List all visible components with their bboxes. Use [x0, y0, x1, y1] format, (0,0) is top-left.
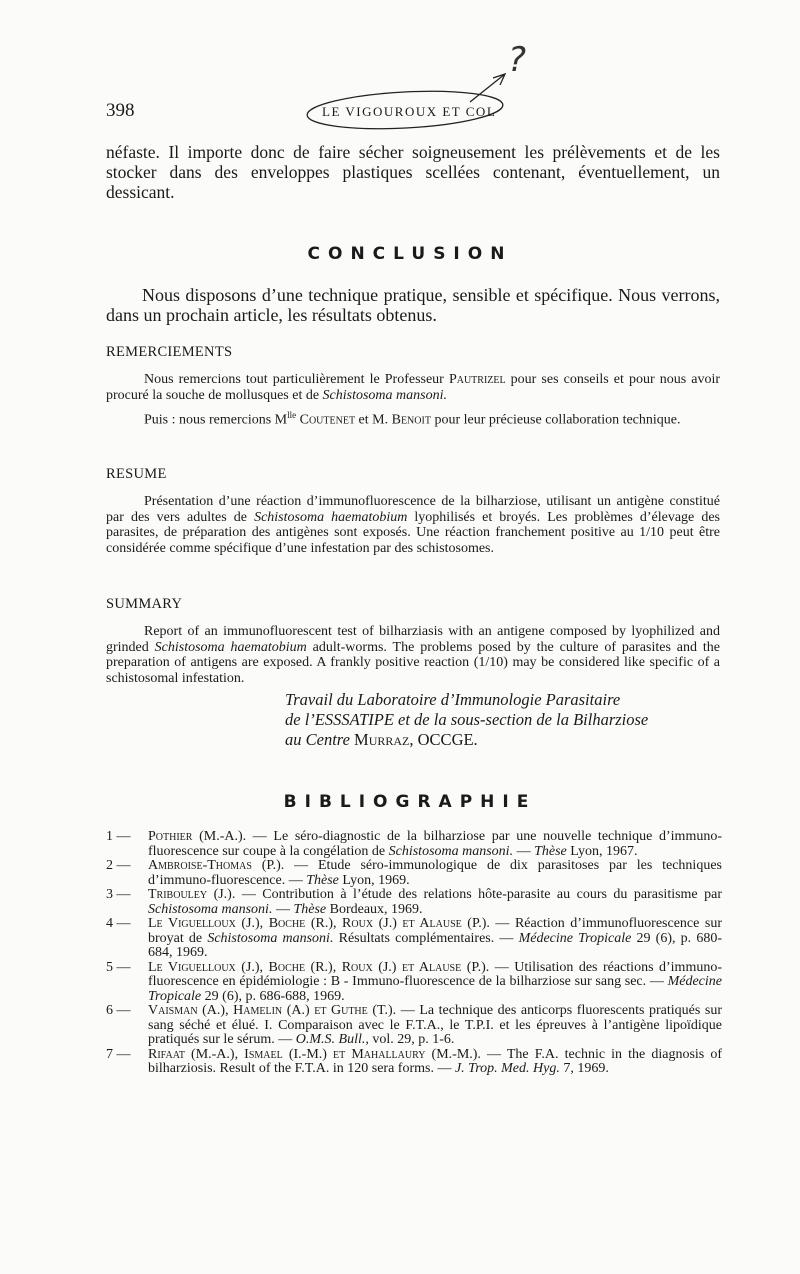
summary-label: SUMMARY: [106, 596, 183, 612]
reference-item: 6 — Vaisman (A.), Hamelin (A.) et Guthe (T.). — La technique des anticorps fluorescents pratiqués sur sang séché et élué. I. Comparaison avec le F.T.A., le T.P.I. et les épreuves à l’antigène lipoïdique pratiqués sur le sérum. — O.M.S. Bull., vol. 29, p. 1-6.: [106, 1003, 722, 1047]
reference-item: 2 — Ambroise-Thomas (P.). — Etude séro-immunologique de dix parasitoses par les techniques d’immuno-fluorescence. — Thèse Lyon, 1969.: [106, 858, 722, 888]
reference-item: 4 — Le Viguelloux (J.), Boche (R.), Roux (J.) et Alause (P.). — Réaction d’immunofluorescence sur broyat de Schistosoma mansoni. Résultats complémentaires. — Médecine Tropicale 29 (6), p. 680-684, 1969.: [106, 916, 722, 960]
species-name: Schistosoma mansoni.: [322, 387, 447, 403]
resume-label: RESUME: [106, 466, 167, 482]
bibliography-list: [106, 830, 722, 1077]
reference-item: 5 — Le Viguelloux (J.), Boche (R.), Roux (J.) et Alause (P.). — Utilisation des réactions d’immuno-fluorescence en épidémiologie : B - Immuno-fluorescence de la bilharziose sur sang sec. — Médecine Tropicale 29 (6), p. 686-688, 1969.: [106, 959, 722, 1004]
intro-paragraph: néfaste. Il importe donc de faire sécher soigneusement les prélèvements et de les stocker dans des enveloppes plastiques scellées contenant, éventuellement, un dessicant.: [106, 142, 720, 202]
species-name: Schistosoma haematobium: [154, 639, 307, 655]
remerciements-paragraph-1: Nous remercions tout particulièrement le Professeur Pautrizel pour ses conseils et pour nous avoir procuré la souche de mollusques et de Schistosoma mansoni.: [106, 372, 721, 403]
name-coutenet: Coutenet: [299, 412, 356, 428]
species-name: Schistosoma haematobium: [254, 509, 408, 525]
resume-paragraph: Présentation d’une réaction d’immunofluorescence de la bilharziose, utilisant un antigène constitué par des vers adultes de Schistosoma haematobium lyophilisés et broyés. Les problèmes d’élevage des parasites, de préparation des antigènes sont exposés. Une réaction franchement positive au 1/10 peut être considérée comme spécifique d’une infestation par des schistosomes.: [106, 494, 720, 556]
remerciements-paragraph-2: Puis : nous remercions $M^{lle}$ Coutenet et M. Benoit pour leur précieuse collaboration technique.: [144, 410, 681, 428]
page-number: 398: [106, 100, 135, 121]
conclusion-text: Nous disposons d’une technique pratique, sensible et spécifique. Nous verrons, dans un prochain article, les résultats obtenus.: [106, 285, 720, 325]
conclusion-heading: CONCLUSION: [307, 244, 513, 264]
bibliographie-heading: BIBLIOGRAPHIE: [283, 792, 537, 812]
name-pautrizel: Pautrizel: [448, 372, 506, 387]
reference-item: 3 — Tribouley (J.). — Contribution à l’étude des relations hôte-parasite au cours du parasitisme par Schistosoma mansoni. — Thèse Bordeaux, 1969.: [106, 887, 722, 917]
reference-item: 7 — Rifaat (M.-A.), Ismael (I.-M.) et Mahallaury (M.-M.). — The F.A. technic in the diagnosis of bilharziosis. Result of the F.T.A. in 120 sera forms. — J. Trop. Med. Hyg. 7, 1969.: [106, 1046, 722, 1076]
name-benoit: Benoit: [391, 412, 431, 428]
handwritten-question-mark: ?: [508, 40, 527, 80]
running-head: LE VIGOUROUX ET COL: [322, 104, 497, 119]
reference-item: 1 — Pothier (M.-A.). — Le séro-diagnostic de la bilharziose par une nouvelle technique d’immuno-fluorescence sur coupe à la congélation de Schistosoma mansoni. — Thèse Lyon, 1967.: [106, 829, 722, 859]
summary-paragraph: Report of an immunofluorescent test of bilharziasis with an antigene composed by lyophilized and grinded Schistosoma haematobium adult-worms. The problems posed by the culture of parasites and the preparation of antigens are exposed. A frankly positive reaction (1/10) may be considered like specific of a schistosomal infestation.: [106, 624, 720, 686]
laboratory-affiliation: Travail du Laboratoire d’Immunologie Parasitaire de l’ESSSATIPE et de la sous-section de la Bilharziose au Centre Murraz, OCCGE.: [285, 690, 649, 749]
remerciements-label: REMERCIEMENTS: [106, 344, 233, 360]
